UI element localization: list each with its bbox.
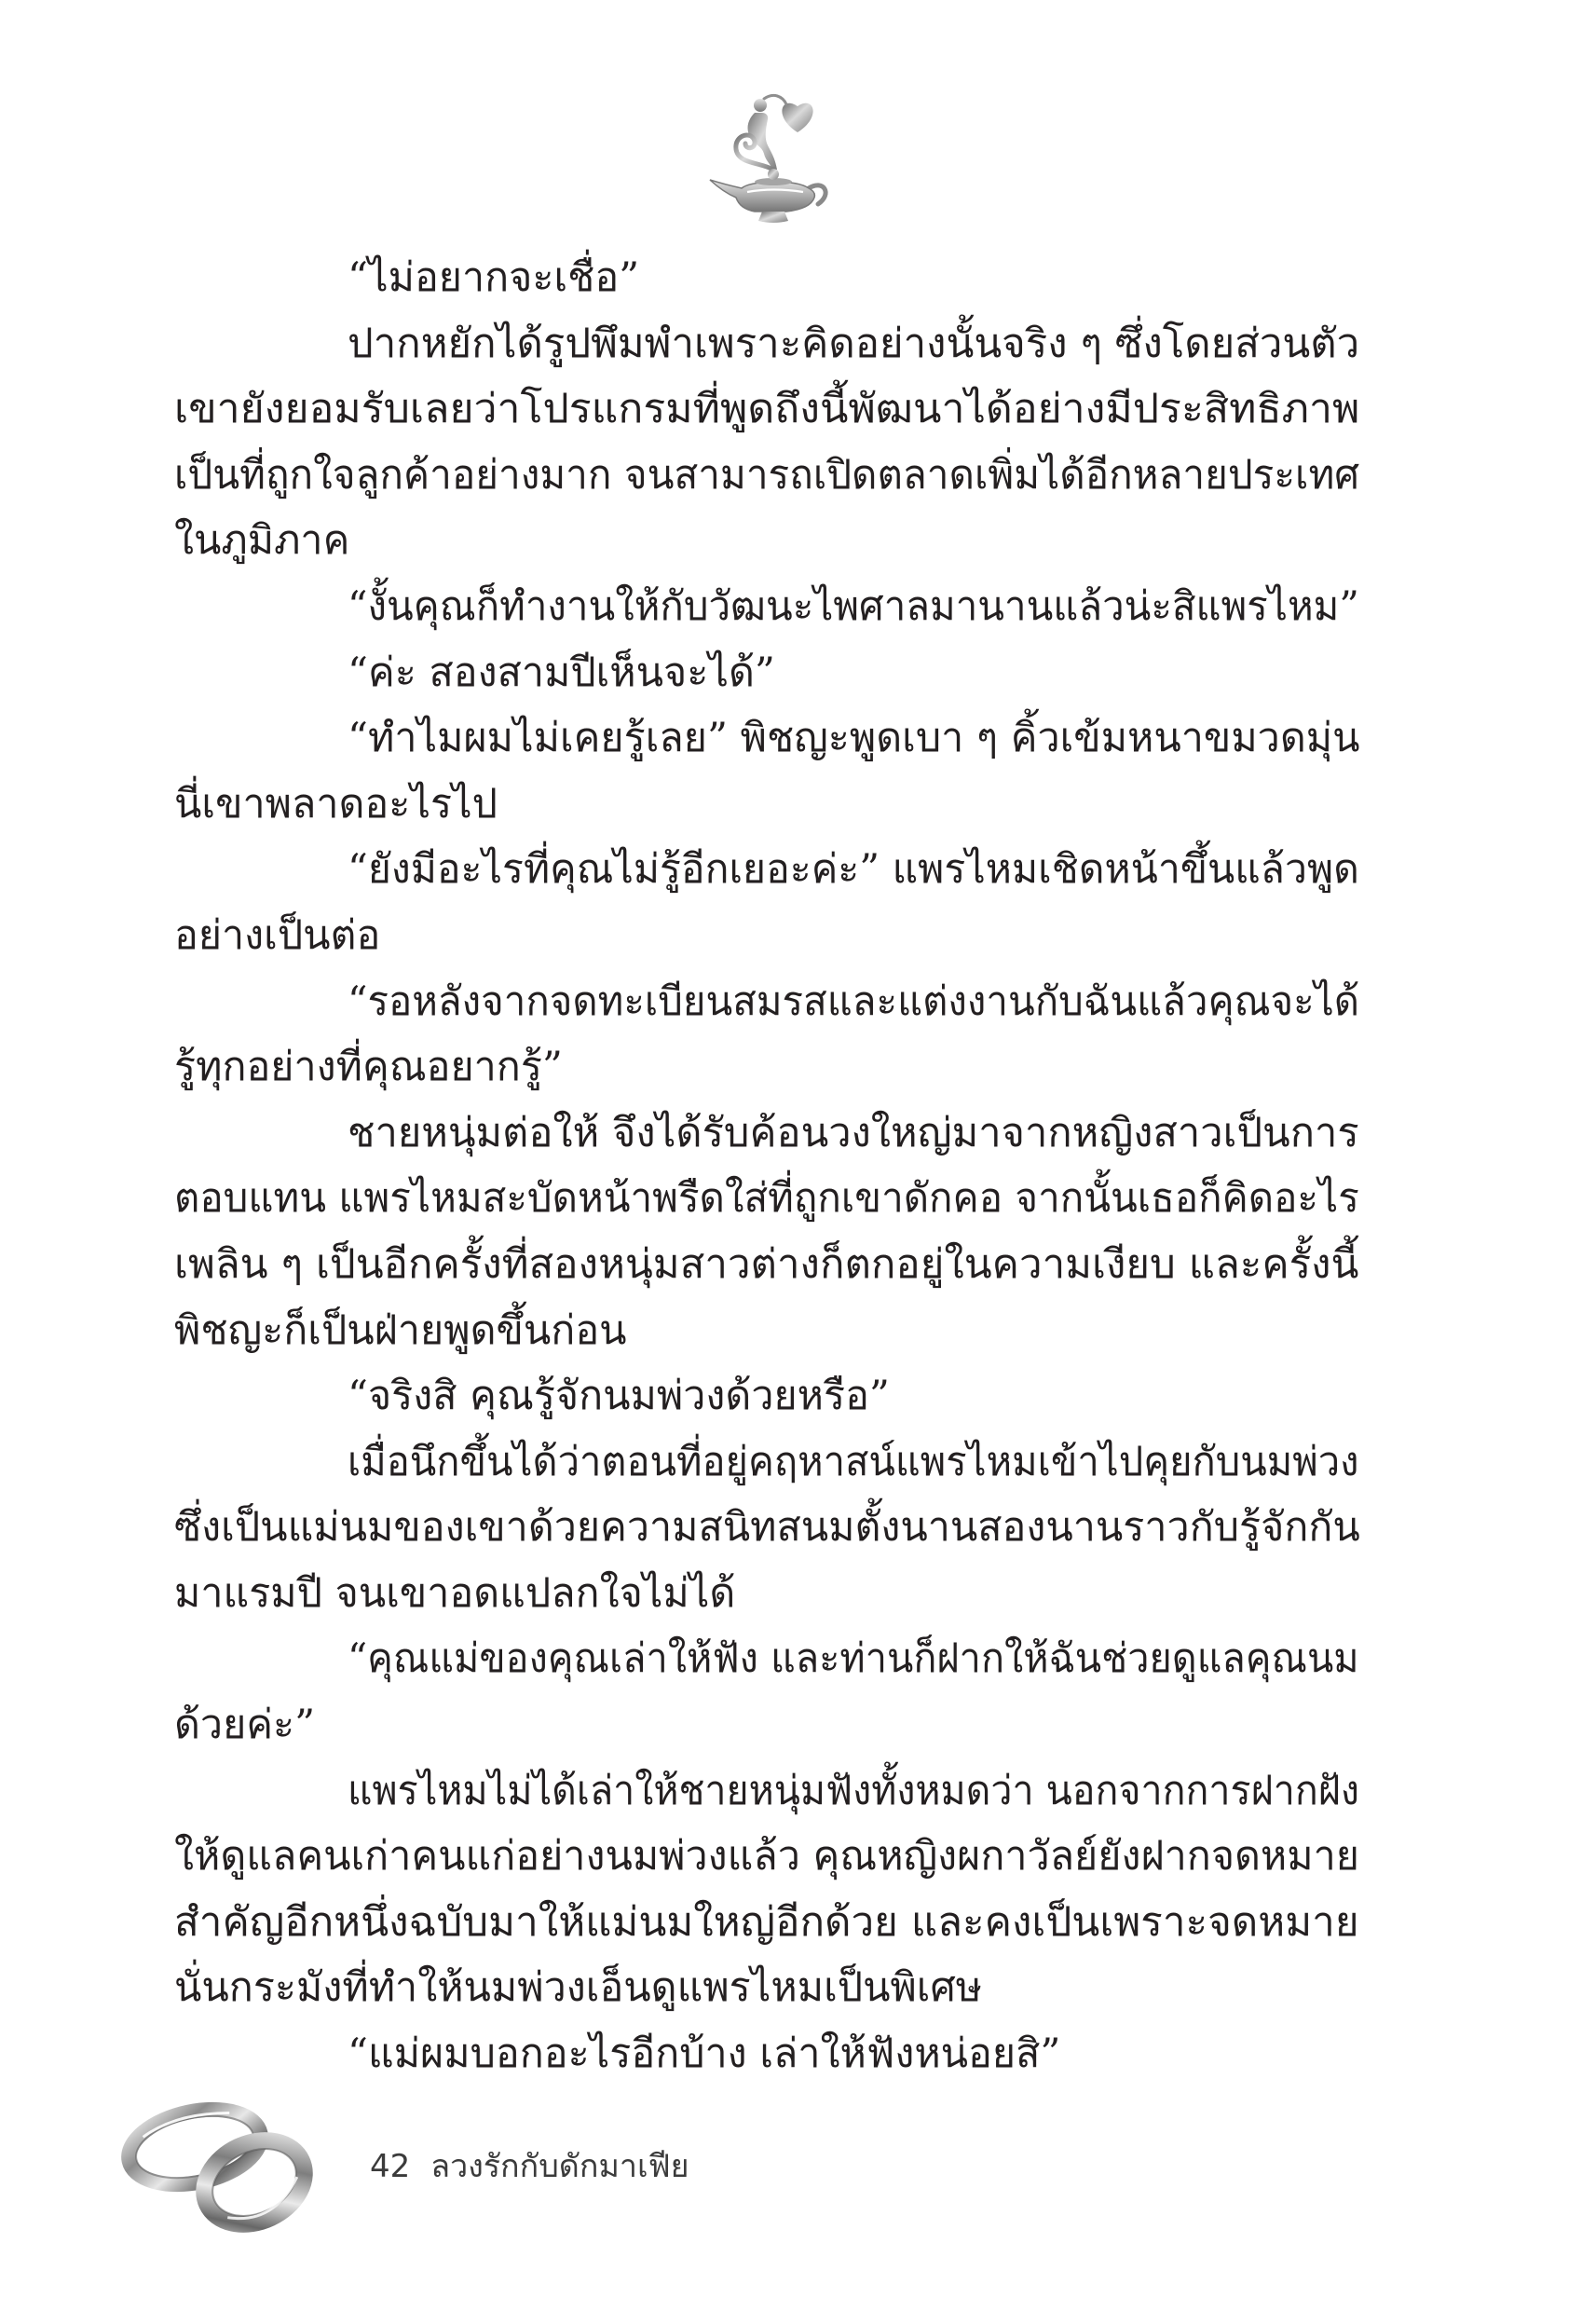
text-line-content: พิชญะก็เป็นฝ่ายพูดขึ้นก่อน xyxy=(174,1306,627,1354)
text-line-content: ด้วยค่ะ” xyxy=(174,1702,316,1749)
paragraph xyxy=(174,245,1359,311)
body-text xyxy=(174,245,1359,2087)
text-line xyxy=(174,1034,1359,1101)
text-line-content: ซึ่งเป็นแม่นมของเขาด้วยความสนิทสนมตั้งนานสองนานราวกับรู้จักกัน xyxy=(174,1504,1360,1552)
text-line xyxy=(174,1890,1359,1956)
paragraph xyxy=(174,2021,1359,2087)
text-line xyxy=(174,1495,1359,1561)
book-title: ลวงรักกับดักมาเฟีย xyxy=(430,2148,689,2185)
heart-shape xyxy=(782,103,812,132)
text-line-content: “งั้นคุณก็ทำงานให้กับวัฒนะไพศาลมานานแล้วน่ะสิแพรไหม” xyxy=(348,582,1359,630)
text-line xyxy=(174,1101,1359,1167)
text-line-content: ให้ดูแลคนเก่าคนแก่อย่างนมพ่วงแล้ว คุณหญิงผกาวัลย์ยังฝากจดหมาย xyxy=(174,1833,1359,1880)
text-line xyxy=(174,1166,1359,1232)
text-line xyxy=(174,376,1359,443)
text-line-content: ตอบแทน แพรไหมสะบัดหน้าพรืดใส่ที่ถูกเขาดักคอ จากนั้นเธอก็คิดอะไร xyxy=(174,1175,1359,1223)
text-line-content: ในภูมิภาค xyxy=(174,517,350,565)
text-line-content: ชายหนุ่มต่อให้ จึงได้รับค้อนวงใหญ่มาจากหญิงสาวเป็นการ xyxy=(348,1109,1359,1156)
text-line xyxy=(174,1626,1359,1692)
paragraph xyxy=(174,1758,1359,2021)
text-line xyxy=(174,1955,1359,2021)
text-line-content: “ค่ะ สองสามปีเห็นจะได้” xyxy=(348,649,775,696)
text-line-content: เมื่อนึกขึ้นได้ว่าตอนที่อยู่คฤหาสน์แพรไหมเข้าไปคุยกับนมพ่วง xyxy=(348,1438,1359,1485)
text-line xyxy=(174,245,1359,311)
text-line-content: เขายังยอมรับเลยว่าโปรแกรมที่พูดถึงนี้พัฒนาได้อย่างมีประสิทธิภาพ xyxy=(174,386,1360,433)
text-line xyxy=(174,772,1359,838)
text-line-content: อย่างเป็นต่อ xyxy=(174,911,381,959)
text-line xyxy=(174,508,1359,574)
text-line-content: “แม่ผมบอกอะไรอีกบ้าง เล่าให้ฟังหน่อยสิ” xyxy=(348,2031,1061,2078)
text-line xyxy=(174,2021,1359,2087)
text-line xyxy=(174,574,1359,640)
text-line-content: สำคัญอีกหนึ่งฉบับมาให้แม่นมใหญ่อีกด้วย และคงเป็นเพราะจดหมาย xyxy=(174,1898,1359,1946)
text-line-content: มาแรมปี จนเขาอดแปลกใจไม่ได้ xyxy=(174,1569,736,1617)
text-line-content: “ทำไมผมไม่เคยรู้เลย” พิชญะพูดเบา ๆ คิ้วเข้มหนาขมวดมุ่น xyxy=(348,715,1360,762)
text-line xyxy=(174,1363,1359,1429)
paragraph xyxy=(174,1363,1359,1429)
text-line xyxy=(174,1232,1359,1298)
text-line xyxy=(174,837,1359,903)
page-number: 42 xyxy=(370,2148,411,2185)
text-line xyxy=(174,1824,1359,1890)
text-line-content: เพลิน ๆ เป็นอีกครั้งที่สองหนุ่มสาวต่างก็ตกอยู่ในความเงียบ และครั้งนี้ xyxy=(174,1240,1359,1288)
paragraph xyxy=(174,574,1359,640)
text-line xyxy=(174,969,1359,1035)
paragraph xyxy=(174,1429,1359,1627)
text-line-content: “ไม่อยากจะเชื่อ” xyxy=(348,254,640,301)
text-line-content: “คุณแม่ของคุณเล่าให้ฟัง และท่านก็ฝากให้ฉันช่วยดูแลคุณนม xyxy=(348,1635,1359,1683)
text-line xyxy=(174,443,1359,509)
text-line xyxy=(174,640,1359,706)
text-line xyxy=(174,1758,1359,1825)
text-line-content: “รอหลังจากจดทะเบียนสมรสและแต่งงานกับฉันแล้วคุณจะได้ xyxy=(348,978,1360,1025)
paragraph xyxy=(174,1101,1359,1363)
text-line-content: “ยังมีอะไรที่คุณไม่รู้อีกเยอะค่ะ” แพรไหมเชิดหน้าขึ้นแล้วพูด xyxy=(348,846,1359,894)
text-line xyxy=(174,705,1359,772)
lamp-base xyxy=(758,212,788,223)
text-line xyxy=(174,1429,1359,1496)
text-line xyxy=(174,311,1359,377)
figure-head xyxy=(754,99,767,112)
paragraph xyxy=(174,640,1359,706)
paragraph xyxy=(174,837,1359,968)
front-ring xyxy=(190,2125,318,2235)
genie-lamp-icon xyxy=(706,91,832,225)
lamp-knob xyxy=(768,169,779,180)
text-line-content: ปากหยักได้รูปพึมพำเพราะคิดอย่างนั้นจริง ๆ ซึ่งโดยส่วนตัว xyxy=(348,320,1360,367)
text-line-content: แพรไหมไม่ได้เล่าให้ชายหนุ่มฟังทั้งหมดว่า นอกจากการฝากฝัง xyxy=(348,1767,1359,1814)
paragraph xyxy=(174,1626,1359,1757)
text-line xyxy=(174,1561,1359,1627)
page-footer xyxy=(370,2147,689,2186)
text-line xyxy=(174,1692,1359,1758)
text-line xyxy=(174,1298,1359,1364)
paragraph xyxy=(174,969,1359,1101)
paragraph xyxy=(174,705,1359,837)
front-ring-band xyxy=(190,2125,318,2235)
text-line xyxy=(174,903,1359,969)
text-line-content: เป็นที่ถูกใจลูกค้าอย่างมาก จนสามารถเปิดตลาดเพิ่มได้อีกหลายประเทศ xyxy=(174,451,1360,499)
figure-hair xyxy=(764,95,786,104)
text-line-content: นี่เขาพลาดอะไรไป xyxy=(174,780,498,827)
wedding-rings-icon xyxy=(118,2099,318,2235)
text-line-content: รู้ทุกอย่างที่คุณอยากรู้” xyxy=(174,1044,563,1091)
text-line-content: “จริงสิ คุณรู้จักนมพ่วงด้วยหรือ” xyxy=(348,1373,890,1420)
text-line-content: นั่นกระมังที่ทำให้นมพ่วงเอ็นดูแพรไหมเป็นพิเศษ xyxy=(174,1964,983,2012)
paragraph xyxy=(174,311,1359,574)
